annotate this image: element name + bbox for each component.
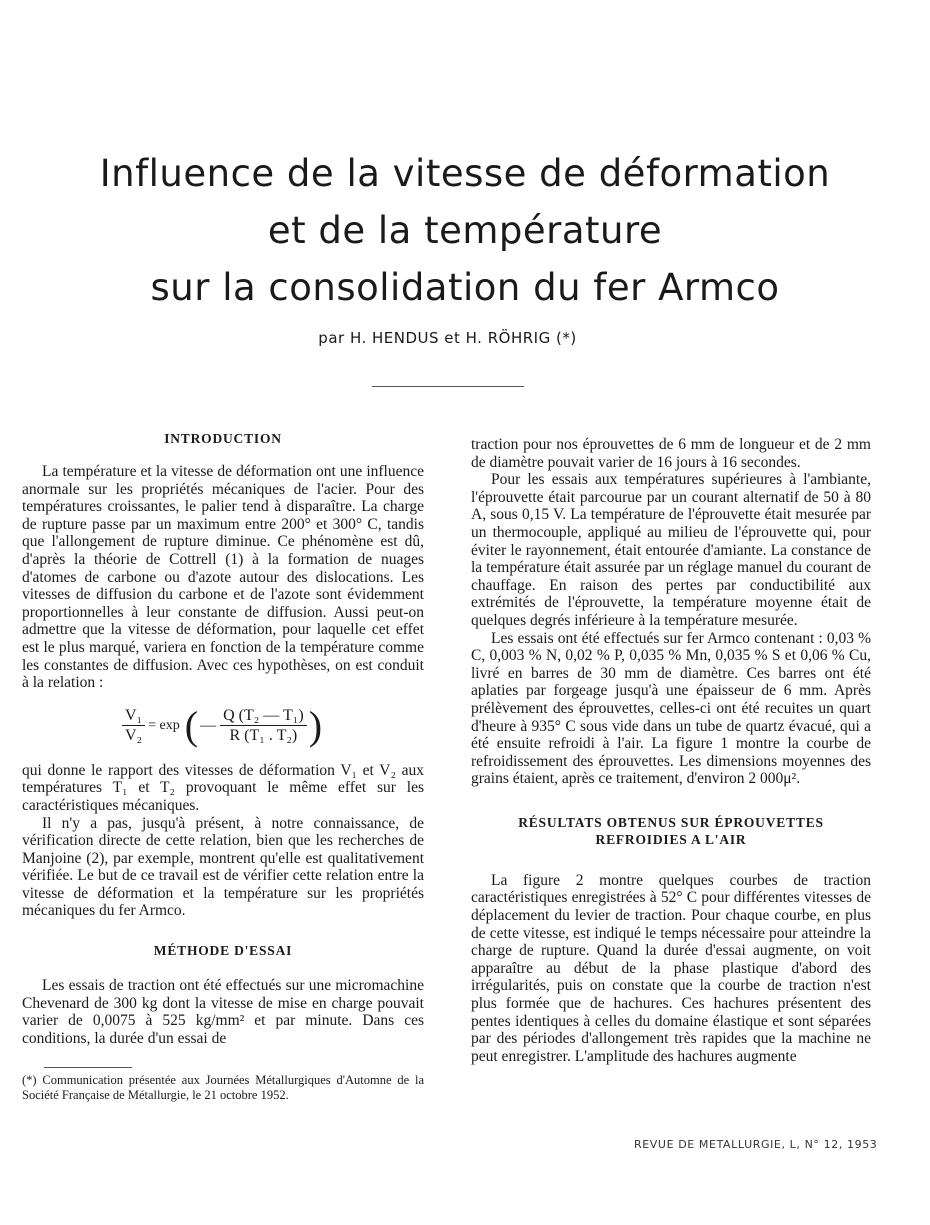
- method-paragraph-1: Les essais de traction ont été effectués sur une micromachine Chevenard de 300 kg dont la vitesse de mise en charge pouvait varier de 0,0075 à 525 kg/mm² et par minute. Dans ces conditions, la durée d'un essai de: [22, 977, 424, 1047]
- journal-footer: REVUE DE METALLURGIE, L, N° 12, 1953: [634, 1138, 878, 1151]
- intro-paragraph-1: La température et la vitesse de déformation ont une influence anormale sur les propriétés mécaniques de l'acier. Pour des températures croissantes, le palier tend à disparaître. La charge de rupture passe par un maximum entre 200° et 300° C, tandis que l'allongement de rupture diminue. Ce phénomène est dû, d'après la théorie de Cottrell (1) à la formation de nuages d'atomes de carbone ou d'azote autour des dislocations. Les vitesses de diffusion du carbone et de l'azote sont évidemment proportionnelles à leur constante de diffusion. Aussi peut-on admettre que la vitesse de déformation, pour laquelle cet effet est le plus marqué, variera en fonction de la température comme les constantes de diffusion. Avec ces hypothèses, on est conduit à la relation :: [22, 463, 424, 692]
- footnote-divider: [44, 1067, 132, 1068]
- formula-lhs-denominator: V₂: [124, 727, 143, 745]
- left-column: [22, 430, 424, 1103]
- method-heading: MÉTHODE D'ESSAI: [153, 943, 293, 959]
- formula-equals: = exp: [148, 717, 180, 733]
- formula-rhs: [220, 706, 307, 745]
- footnote: (*) Communication présentée aux Journées Métallurgiques d'Automne de la Société Française de Métallurgie, le 21 octobre 1952.: [22, 1073, 424, 1103]
- right-column: [471, 436, 871, 1065]
- right-paragraph-3: Les essais ont été effectués sur fer Armco contenant : 0,03 % C, 0,003 % N, 0,02 % P, 0,035 % Mn, 0,035 % S et 0,06 % Cu, livré en barres de 30 mm de diamètre. Ces barres ont été aplaties par forgeage jusqu'à une épaisseur de 6 mm. Après prélèvement des éprouvettes, celles-ci ont été recuites un quart d'heure à 935° C sous vide dans un tube de quartz évacué, qui a été ensuite refroidi à l'air. La figure 1 montre la courbe de refroidissement des éprouvettes. Les dimensions moyennes des grains étaient, après ce traitement, d'environ 2 000μ².: [471, 629, 871, 788]
- introduction-heading: INTRODUCTION: [164, 431, 282, 446]
- formula-paren-close: ): [308, 702, 323, 748]
- results-heading: [471, 814, 871, 848]
- formula-lhs: [122, 706, 145, 745]
- title-line-2: et de la température: [267, 209, 663, 252]
- title-divider: [372, 386, 524, 387]
- results-heading-line-2: REFROIDIES A L'AIR: [595, 831, 747, 847]
- title-line-3: sur la consolidation du fer Armco: [150, 266, 780, 309]
- formula-rhs-denominator: R (T₁ . T₂): [229, 727, 298, 745]
- right-paragraph-2: Pour les essais aux températures supérieures à l'ambiante, l'éprouvette était parcourue par un courant alternatif de 50 à 80 A, sous 0,15 V. La température de l'éprouvette était mesurée par un thermocouple, appliqué au milieu de l'éprouvette qui, pour éviter le rayonnement, était entourée d'amiante. La constance de la température était assurée par un réglage manuel du courant de chauffage. En raison des pertes par conductibilité aux extrémités de l'éprouvette, la température moyenne était de quelques degrés inférieure à la température mesurée.: [471, 471, 871, 629]
- article-title: [40, 145, 890, 316]
- right-paragraph-1: traction pour nos éprouvettes de 6 mm de longueur et de 2 mm de diamètre pouvait varier de 16 jours à 16 secondes.: [471, 436, 871, 471]
- formula-lhs-numerator: V₁: [122, 706, 145, 726]
- byline: par H. HENDUS et H. RÖHRIG (*): [318, 329, 577, 347]
- title-line-1: Influence de la vitesse de déformation: [99, 152, 831, 195]
- formula-minus: —: [200, 716, 217, 734]
- formula-rhs-numerator: Q (T₂ — T₁): [220, 706, 307, 726]
- formula-paren-open: (: [184, 702, 199, 748]
- intro-paragraph-2: qui donne le rapport des vitesses de déformation V₁ et V₂ aux températures T₁ et T₂ provoquant le même effet sur les caractéristiques mécaniques.: [22, 761, 424, 814]
- right-paragraph-4: La figure 2 montre quelques courbes de traction caractéristiques enregistrées à 52° C pour différentes vitesses de déplacement du levier de traction. Pour chaque courbe, en plus de cette vitesse, est indiqué le temps nécessaire pour atteindre la charge de rupture. Quand la durée d'essai augmente, on voit apparaître au début de la phase plastique d'abord des irrégularités, puis on constate que la courbe de traction n'est plus formée que de hachures. Ces hachures présentent des pentes identiques à celles du domaine élastique et sont séparées par des périodes d'allongement très rapides que la machine ne peut enregistrer. L'amplitude des hachures augmente: [471, 871, 871, 1065]
- intro-paragraph-3: Il n'y a pas, jusqu'à présent, à notre connaissance, de vérification directe de cette relation, bien que les recherches de Manjoine (2), par exemple, montrent qu'elle est qualitativement vérifiée. Le but de ce travail est de vérifier cette relation entre la vitesse de déformation et la température sur les propriétés mécaniques du fer Armco.: [22, 814, 424, 920]
- results-heading-line-1: RÉSULTATS OBTENUS SUR ÉPROUVETTES: [518, 814, 824, 830]
- diffusion-formula: [22, 696, 424, 756]
